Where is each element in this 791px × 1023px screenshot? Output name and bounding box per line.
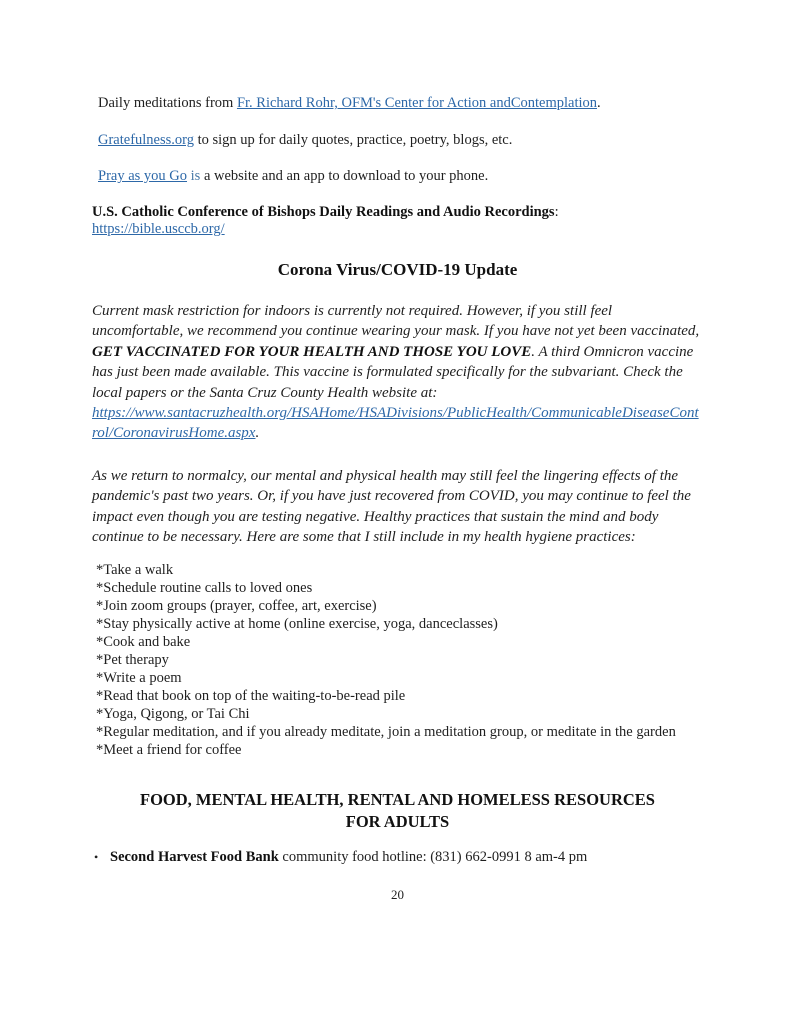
- pray-as-you-go-paragraph: [92, 168, 703, 184]
- resources-heading-line-1: FOOD, MENTAL HEALTH, RENTAL AND HOMELESS RESOURCES: [140, 790, 655, 810]
- pray-is-word: is: [187, 168, 201, 184]
- practice-list-item: *Join zoom groups (prayer, coffee, art, exercise): [96, 598, 377, 615]
- covid-paragraph-1: [92, 301, 703, 444]
- bishops-readings-block: [92, 204, 703, 238]
- resource-item-second-harvest: [92, 849, 703, 866]
- rohr-cac-link[interactable]: Fr. Richard Rohr, OFM's Center for Action andContemplation: [236, 95, 598, 111]
- practice-list-item: *Meet a friend for coffee: [96, 742, 242, 759]
- practice-list-item: *Stay physically active at home (online exercise, yoga, danceclasses): [96, 616, 498, 633]
- bishops-readings-bold-text: U.S. Catholic Conference of Bishops Daily Readings and Audio Recordings: [92, 204, 555, 220]
- usccb-bible-link[interactable]: https://bible.usccb.org/: [92, 221, 225, 237]
- bishops-readings-title: [92, 204, 703, 221]
- second-harvest-bold-text: Second Harvest Food Bank: [110, 849, 279, 866]
- covid-update-heading: Corona Virus/COVID-19 Update: [277, 260, 518, 279]
- gratefulness-suffix-text: to sign up for daily quotes, practice, poetry, blogs, etc.: [193, 132, 513, 148]
- practice-list-item: *Take a walk: [96, 562, 174, 579]
- resources-heading: [92, 789, 703, 833]
- bishops-link-line: [92, 221, 703, 238]
- get-vaccinated-bold-text: GET VACCINATED FOR YOUR HEALTH AND THOSE YOU LOVE: [92, 343, 532, 360]
- second-harvest-detail-text: community food hotline: (831) 662-0991 8 am-4 pm: [278, 849, 588, 866]
- resource-item-text: [110, 849, 587, 866]
- gratefulness-paragraph: [92, 132, 703, 148]
- gratefulness-link[interactable]: Gratefulness.org: [98, 132, 194, 148]
- covid-para1-text-1: Current mask restriction for indoors is currently not required. However, if you still feel uncomfortable, we recommend you continue wearing your mask. If you have not yet been vaccinated,: [92, 303, 700, 340]
- practice-list-item: *Schedule routine calls to loved ones: [96, 580, 313, 597]
- meditations-suffix-text: .: [597, 95, 601, 111]
- santa-cruz-health-link[interactable]: https://www.santacruzhealth.org/HSAHome/HSADivisions/PublicHealth/CommunicableDiseaseControl/CoronavirusHome.aspx: [92, 405, 699, 442]
- covid-para1-end-period: .: [255, 425, 260, 442]
- meditations-paragraph: [92, 95, 703, 111]
- practice-list-item: *Cook and bake: [96, 634, 191, 651]
- bullet-icon: •: [94, 850, 99, 865]
- page-number: 20: [391, 887, 404, 903]
- pray-suffix-text: a website and an app to download to your phone.: [200, 168, 489, 184]
- practice-list-item: *Regular meditation, and if you already meditate, join a meditation group, or meditate in the garden: [96, 724, 676, 741]
- covid-para1-text-2: . A third Omnicron vaccine has just been made available. This vaccine is formulated specifically for the subvariant. Check the local papers or the Santa Cruz County Health website at:: [92, 343, 694, 401]
- pray-as-you-go-link[interactable]: Pray as you Go: [98, 168, 188, 184]
- practice-list-item: *Pet therapy: [96, 652, 169, 669]
- practice-list-item: *Yoga, Qigong, or Tai Chi: [96, 706, 250, 723]
- practice-list-item: *Write a poem: [96, 670, 182, 687]
- practice-list-item: *Read that book on top of the waiting-to-be-read pile: [96, 688, 406, 705]
- meditations-prefix-text: Daily meditations from: [98, 95, 237, 111]
- covid-paragraph-2: As we return to normalcy, our mental and physical health may still feel the lingering effects of the pandemic's past two years. Or, if you have just recovered from COVID, you may continue to feel the impact even though you are testing negative. Healthy practices that sustain the mind and body continue to be necessary. Here are some that I still include in my health hygiene practices:: [92, 467, 691, 546]
- resources-heading-line-2: FOR ADULTS: [345, 812, 450, 832]
- health-practices-list: [92, 561, 703, 759]
- bishops-readings-colon: :: [554, 204, 559, 220]
